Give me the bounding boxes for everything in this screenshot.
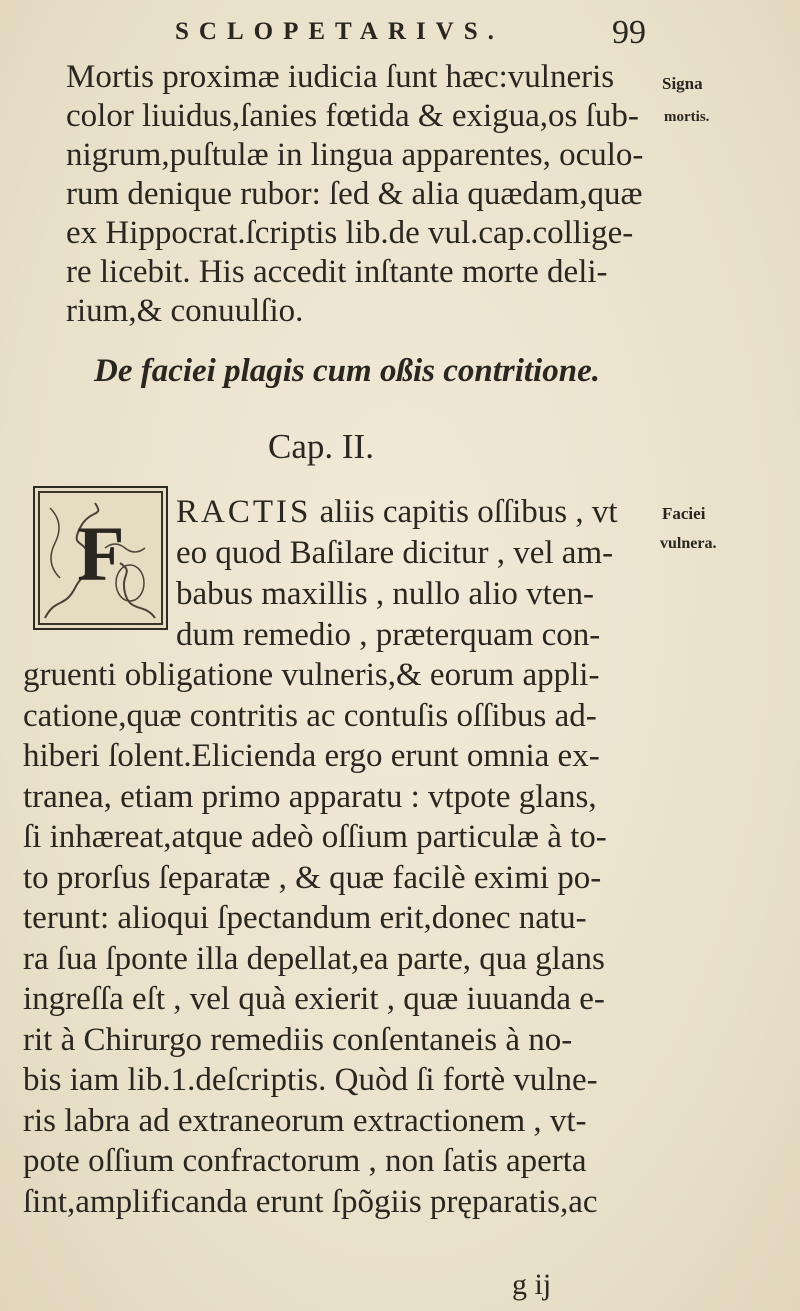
text-line: re licebit. His accedit inſtante morte deli- bbox=[66, 254, 608, 290]
margin-note-faciei: Faciei bbox=[662, 504, 706, 523]
drop-cap-letter: F bbox=[77, 510, 125, 597]
text-line: nigrum,puſtulæ in lingua apparentes, oculo- bbox=[66, 137, 644, 173]
text-line: ex Hippocrat.ſcriptis lib.de vul.cap.collige- bbox=[66, 215, 634, 251]
text-line: terunt: alioqui ſpectandum erit,donec natu- bbox=[23, 900, 587, 936]
chapter-heading: De faciei plagis cum oßis contritione. bbox=[94, 353, 600, 389]
text-line: hiberi ſolent.Elicienda ergo erunt omnia ex- bbox=[23, 738, 600, 774]
paragraph-signs-of-death bbox=[66, 58, 652, 331]
text-line: to prorſus ſeparatæ , & quæ facilè eximi po- bbox=[23, 859, 602, 896]
text-line: bis iam lib.1.deſcriptis. Quòd ſi fortè vulne- bbox=[23, 1062, 598, 1098]
first-word: RACTIS bbox=[176, 494, 312, 530]
text-line: rum denique rubor: ſed & alia quædam,quæ bbox=[66, 176, 643, 212]
margin-note-vulnera: vulnera. bbox=[660, 535, 717, 552]
margin-note-signa: Signa bbox=[662, 74, 703, 93]
text-line: catione,quæ contritis ac contuſis oſſibus ad- bbox=[23, 697, 597, 734]
text-line: eo quod Baſilare dicitur , vel am- bbox=[176, 535, 614, 571]
text-line: pote oſſium confractorum , non ſatis aperta bbox=[23, 1143, 587, 1179]
text-line: tranea, etiam primo apparatu : vtpote glans, bbox=[23, 778, 597, 815]
text-line: ra ſua ſponte illa depellat,ea parte, qua glans bbox=[23, 940, 605, 977]
text-line: babus maxillis , nullo alio vten- bbox=[176, 576, 594, 612]
text-line: rit à Chirurgo remediis conſentaneis à no- bbox=[23, 1021, 573, 1058]
paragraph-face-wounds bbox=[23, 655, 653, 1222]
margin-note-mortis: mortis. bbox=[664, 109, 710, 125]
text-line: Mortis proximæ iudicia ſunt hæc:vulneris bbox=[66, 59, 615, 95]
text-line: rium,& conuulſio. bbox=[66, 293, 304, 329]
text-line: gruenti obligatione vulneris,& eorum appli- bbox=[23, 657, 600, 693]
page-number: 99 bbox=[612, 14, 646, 51]
text-line: ris labra ad extraneorum extractionem , vt- bbox=[23, 1102, 587, 1139]
drop-cap-initial bbox=[33, 486, 168, 630]
chapter-number: Cap. II. bbox=[268, 427, 374, 466]
running-title: SCLOPETARIVS. bbox=[175, 18, 504, 45]
text-line: ſi inhæreat,atque adeò oſſium particulæ à to- bbox=[23, 819, 607, 855]
signature-mark: g ij bbox=[512, 1268, 552, 1301]
text-line: ſint,amplificanda erunt ſpõgiis pręparatis,ac bbox=[23, 1183, 598, 1220]
text-line-first bbox=[176, 492, 652, 533]
first-line-rest: aliis capitis oſſibus , vt bbox=[311, 494, 618, 530]
paragraph-first-lines bbox=[176, 492, 652, 656]
text-line: dum remedio , præterquam con- bbox=[176, 617, 601, 653]
ornamental-initial-f-icon bbox=[35, 488, 166, 628]
text-line: color liuidus,ſanies fœtida & exigua,os ſub- bbox=[66, 98, 639, 134]
text-line: ingreſſa eſt , vel quà exierit , quæ iuuanda e- bbox=[23, 981, 605, 1017]
